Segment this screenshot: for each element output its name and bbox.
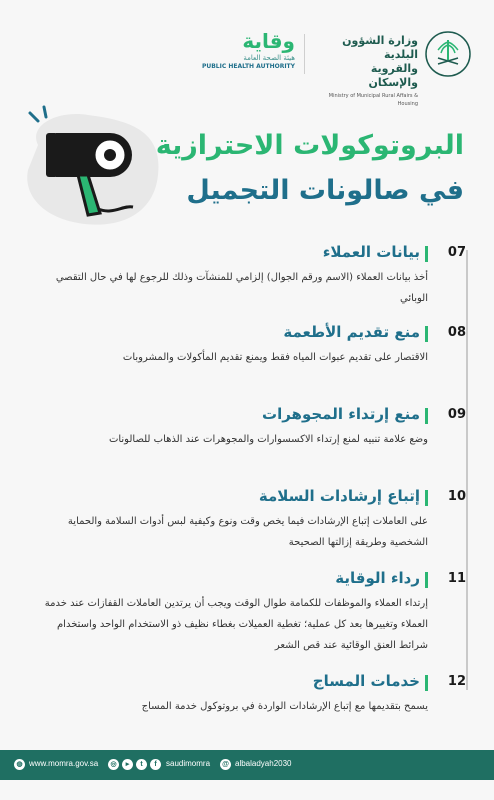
website-link[interactable]: www.momra.gov.sa (29, 759, 99, 768)
section-number: 10 (447, 489, 466, 504)
section-title: بيانات العملاء (322, 243, 420, 261)
twitter-icon[interactable]: t (136, 759, 147, 770)
page-title-line1: البروتوكولات الاحترازية (155, 130, 464, 161)
ministry-name-line1: وزارة الشؤون البلدية (342, 34, 418, 61)
page-title-line2: في صالونات التجميل (186, 175, 464, 206)
globe-icon: ◍ (14, 759, 25, 770)
section-body: أخذ بيانات العملاء (الاسم ورقم الجوال) إلزامي للمنشآت وذلك للرجوع لها في حال التقصي الوبائي (55, 272, 428, 304)
wiqaya-logo (200, 30, 295, 71)
social-handle[interactable]: saudimomra (166, 759, 211, 768)
instagram-icon[interactable]: ◎ (108, 759, 119, 770)
section-marker (425, 408, 428, 424)
section-title: خدمات المساج (312, 672, 420, 690)
section-body: إرتداء العملاء والموظفات للكمامة طوال الوقت ويجب أن يرتدين العاملات القفازات عند خدمة العملاء وتغييرها بعد كل عملية؛ تغطية العميلات بغطاء نظيف ذو الاستخدام الواحد واستخدام شرائط العنق الوقائية عند قص الشعر (44, 598, 428, 651)
section-marker (425, 490, 428, 506)
section-marker (425, 246, 428, 262)
hero (0, 95, 494, 245)
section-number: 08 (447, 325, 466, 340)
hair-dryer-icon (18, 105, 168, 230)
section-title: منع تقديم الأطعمة (283, 323, 420, 341)
section-body: الاقتصار على تقديم عبوات المياه فقط ويمنع تقديم المأكولات والمشروبات (122, 352, 428, 363)
wiqaya-english-subtitle: PUBLIC HEALTH AUTHORITY (201, 63, 295, 70)
facebook-icon[interactable]: f (150, 759, 161, 770)
header (0, 0, 494, 107)
ministry-english-name: Ministry of Municipal Rural Affairs & Housing (328, 93, 418, 107)
header-divider (304, 34, 305, 74)
section-marker (425, 675, 428, 691)
section-number: 07 (447, 245, 466, 260)
section-number: 11 (447, 571, 466, 586)
section-number: 12 (447, 674, 466, 689)
wiqaya-name: وقاية (242, 29, 295, 53)
section-title: منع إرتداء المجوهرات (262, 405, 420, 423)
ministry-emblem-icon (424, 30, 472, 78)
footer (0, 750, 494, 780)
section-body: على العاملات إتباع الإرشادات فيما يخص وقت ونوع وكيفية لبس أدوات السلامة والحماية الشخصية وطريقة إزالتها الصحيحة (67, 516, 428, 548)
section-number: 09 (447, 407, 466, 422)
section-body: يسمح بتقديمها مع إتباع الإرشادات الواردة في بروتوكول خدمة المساج (141, 701, 428, 712)
youtube-icon[interactable]: ▸ (122, 759, 133, 770)
section-marker (425, 326, 428, 342)
section-body: وضع علامة تنبيه لمنع إرتداء الاكسسوارات والمجوهرات عند الذهاب للصالونات (108, 434, 428, 445)
at-icon: @ (220, 759, 231, 770)
section-marker (425, 572, 428, 588)
wiqaya-arabic-subtitle: هيئة الصحة العامة (243, 54, 295, 62)
section-title: رداء الوقاية (335, 569, 420, 587)
section-title: إتباع إرشادات السلامة (258, 487, 420, 505)
ministry-name-line2: والقروية والإسكان (368, 62, 418, 89)
timeline-line (466, 250, 468, 690)
number-handle[interactable]: albaladyah2030 (235, 759, 292, 768)
